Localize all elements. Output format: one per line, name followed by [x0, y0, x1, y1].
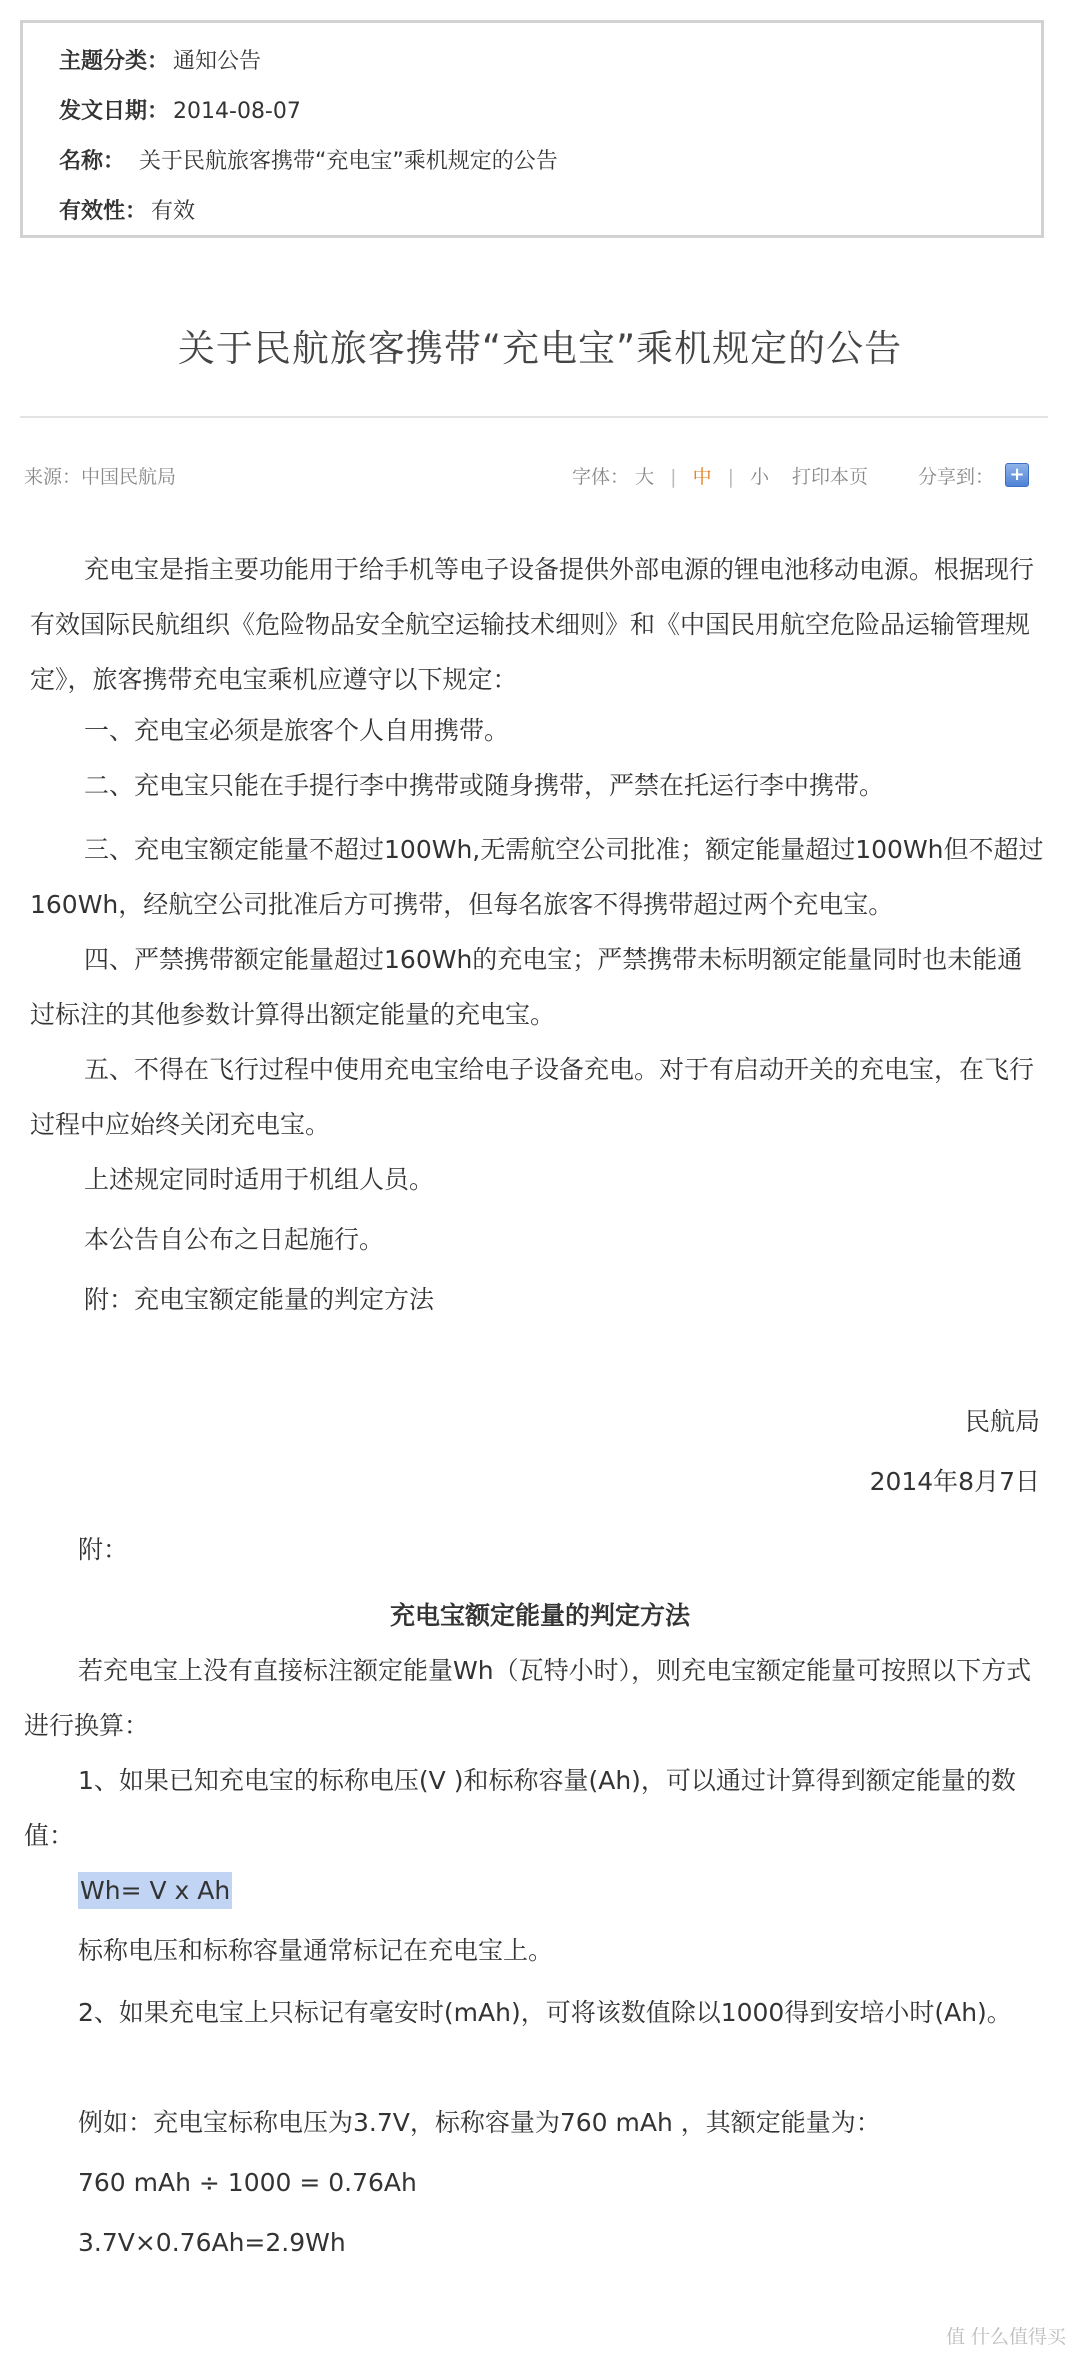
validity-label: 有效性：: [59, 199, 148, 224]
share-plus-icon[interactable]: +: [1005, 463, 1029, 487]
highlighted-formula[interactable]: Wh= V x Ah: [78, 1872, 232, 1909]
topic-value: 通知公告: [173, 49, 262, 74]
rule-5-paragraph: 五、不得在飞行过程中使用充电宝给电子设备充电。对于有启动开关的充电宝，在飞行过程中应始终关闭充电宝。: [30, 1055, 1035, 1139]
font-size-small-link[interactable]: 小: [750, 466, 770, 488]
name-row: [59, 137, 1041, 187]
validity-value: 有效: [151, 199, 196, 224]
name-label: 名称：: [59, 149, 126, 174]
appendix-paragraph-1: 若充电宝上没有直接标注额定能量Wh（瓦特小时），则充电宝额定能量可按照以下方式进行换算：: [24, 1656, 1032, 1740]
example-step-2: 3.7V×0.76Ah=2.9Wh: [78, 2228, 346, 2257]
font-size-large-link[interactable]: 大: [635, 466, 655, 488]
example-paragraph: 例如：充电宝标称电压为3.7V，标称容量为760 mAh ，其额定能量为：: [78, 2108, 881, 2137]
page-title: 关于民航旅客携带“充电宝”乘机规定的公告: [177, 327, 903, 370]
name-value: 关于民航旅客携带“充电宝”乘机规定的公告: [139, 149, 558, 174]
font-size-separator: |: [727, 466, 735, 488]
article-toolbar: [0, 460, 1080, 496]
appendix-title: 充电宝额定能量的判定方法: [389, 1601, 690, 1630]
font-size-label: 字体：: [572, 466, 630, 488]
font-size-separator: |: [670, 466, 677, 488]
attachment-note: 附：充电宝额定能量的判定方法: [84, 1285, 435, 1314]
validity-row: [59, 187, 1041, 237]
appendix-paragraph-2: 1、如果已知充电宝的标称电压(V )和标称容量(Ah)，可以通过计算得到额定能量的数值：: [24, 1766, 1016, 1850]
font-size-switcher: [572, 462, 769, 489]
intro-paragraph: 充电宝是指主要功能用于给手机等电子设备提供外部电源的锂电池移动电源。根据现行有效国际民航组织《危险物品安全航空运输技术细则》和《中国民用航空危险品运输管理规定》，旅客携带充电宝乘机应遵守以下规定：: [30, 555, 1035, 694]
example-step-1: 760 mAh ÷ 1000 = 0.76Ah: [78, 2168, 417, 2197]
sign-date: 2014年8月7日: [869, 1467, 1040, 1496]
formula-line: [78, 1863, 1080, 1918]
date-value: 2014-08-07: [173, 99, 301, 124]
topic-row: [59, 37, 1041, 87]
title-divider: [20, 416, 1048, 418]
font-size-medium-link[interactable]: 中: [692, 466, 712, 488]
source-label: 来源：中国民航局: [24, 466, 177, 488]
rule-4-paragraph: 四、严禁携带额定能量超过160Wh的充电宝；严禁携带未标明额定能量同时也未能通过标注的其他参数计算得出额定能量的充电宝。: [30, 945, 1023, 1029]
rule-3-paragraph: 三、充电宝额定能量不超过100Wh,无需航空公司批准；额定能量超过100Wh但不超过160Wh，经航空公司批准后方可携带，但每名旅客不得携带超过两个充电宝。: [30, 835, 1044, 919]
document-metadata-box: [20, 20, 1044, 238]
print-page-link[interactable]: 打印本页: [792, 466, 869, 488]
appendix-paragraph-4: 2、如果充电宝上只标记有毫安时(mAh)，可将该数值除以1000得到安培小时(Ah)。: [78, 1998, 1012, 2027]
date-label: 发文日期：: [59, 99, 170, 124]
rule-1-paragraph: 一、充电宝必须是旅客个人自用携带。: [84, 716, 510, 745]
signer: 民航局: [964, 1407, 1040, 1436]
topic-label: 主题分类：: [59, 49, 170, 74]
appendix-paragraph-3: 标称电压和标称容量通常标记在充电宝上。: [78, 1936, 554, 1965]
effective-paragraph: 本公告自公布之日起施行。: [84, 1225, 385, 1254]
date-row: [59, 87, 1041, 137]
site-watermark: 值 什么值得买: [945, 2326, 1066, 2348]
appendix-label: 附：: [78, 1535, 129, 1564]
share-label: 分享到：: [918, 466, 995, 488]
crew-paragraph: 上述规定同时适用于机组人员。: [84, 1165, 435, 1194]
rule-2-paragraph: 二、充电宝只能在手提行李中携带或随身携带，严禁在托运行李中携带。: [84, 771, 885, 800]
